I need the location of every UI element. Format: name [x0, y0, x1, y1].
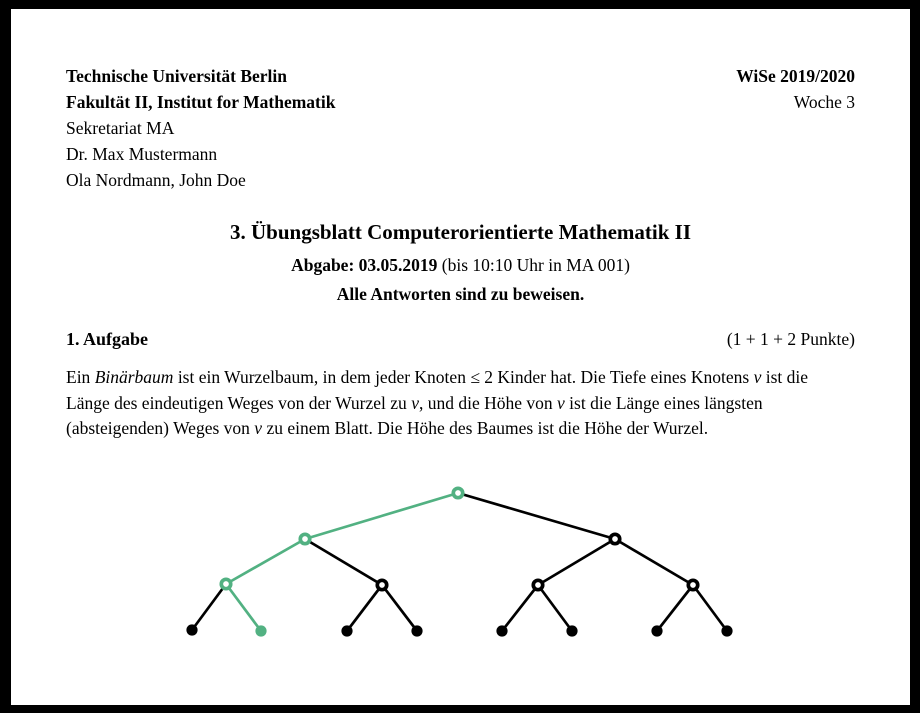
page-content: [11, 9, 910, 442]
faculty-name: Fakultät II, Institut for Mathematik: [66, 92, 336, 112]
paragraph-text: zu einem Blatt. Die Höhe des Baumes ist die Höhe der Wurzel.: [262, 418, 709, 438]
header-left: [66, 63, 335, 193]
header: [66, 63, 855, 193]
exercise-sheet-page: [11, 9, 910, 705]
paragraph-text: ist die Länge des eindeutigen Weges von der Wurzel zu: [66, 367, 809, 413]
task-label: 1. Aufgabe: [66, 329, 149, 349]
math-var-v: v: [411, 392, 419, 413]
math-var-v: v: [557, 392, 565, 413]
deadline-details: (bis 10:10 Uhr in MA 001): [437, 255, 630, 275]
semester-label: WiSe 2019/2020: [736, 66, 855, 86]
paragraph-text: ist die Länge eines längsten (absteigenden) Weges von: [66, 392, 763, 438]
paragraph-text: , und die Höhe von: [418, 392, 558, 413]
secretariat: Sekretariat MA: [66, 118, 175, 138]
math-var-v: v: [753, 367, 762, 387]
assistants-names: Ola Nordmann, John Doe: [66, 170, 246, 190]
task-paragraph: [66, 365, 855, 442]
paragraph-text: ist ein Wurzelbaum, in dem jeder Knoten ≤ 2 Kinder hat. Die Tiefe eines Knotens: [173, 367, 754, 387]
task-points: (1 + 1 + 2 Punkte): [726, 329, 855, 349]
week-label: Woche 3: [793, 92, 855, 112]
term-binaerbaum: Binärbaum: [94, 367, 174, 387]
title-block: [66, 217, 855, 307]
sheet-title: 3. Übungsblatt Computerorientierte Mathematik II: [230, 220, 691, 244]
deadline-line: [66, 252, 855, 278]
header-right: [736, 63, 855, 115]
task-header-row: [66, 326, 855, 352]
paragraph-text: Ein: [66, 367, 95, 387]
lecturer-name: Dr. Max Mustermann: [66, 144, 218, 164]
proof-note: Alle Antworten sind zu beweisen.: [336, 284, 585, 304]
deadline-date: Abgabe: 03.05.2019: [291, 255, 438, 275]
university-name: Technische Universität Berlin: [66, 66, 288, 86]
math-var-v: v: [254, 418, 263, 438]
